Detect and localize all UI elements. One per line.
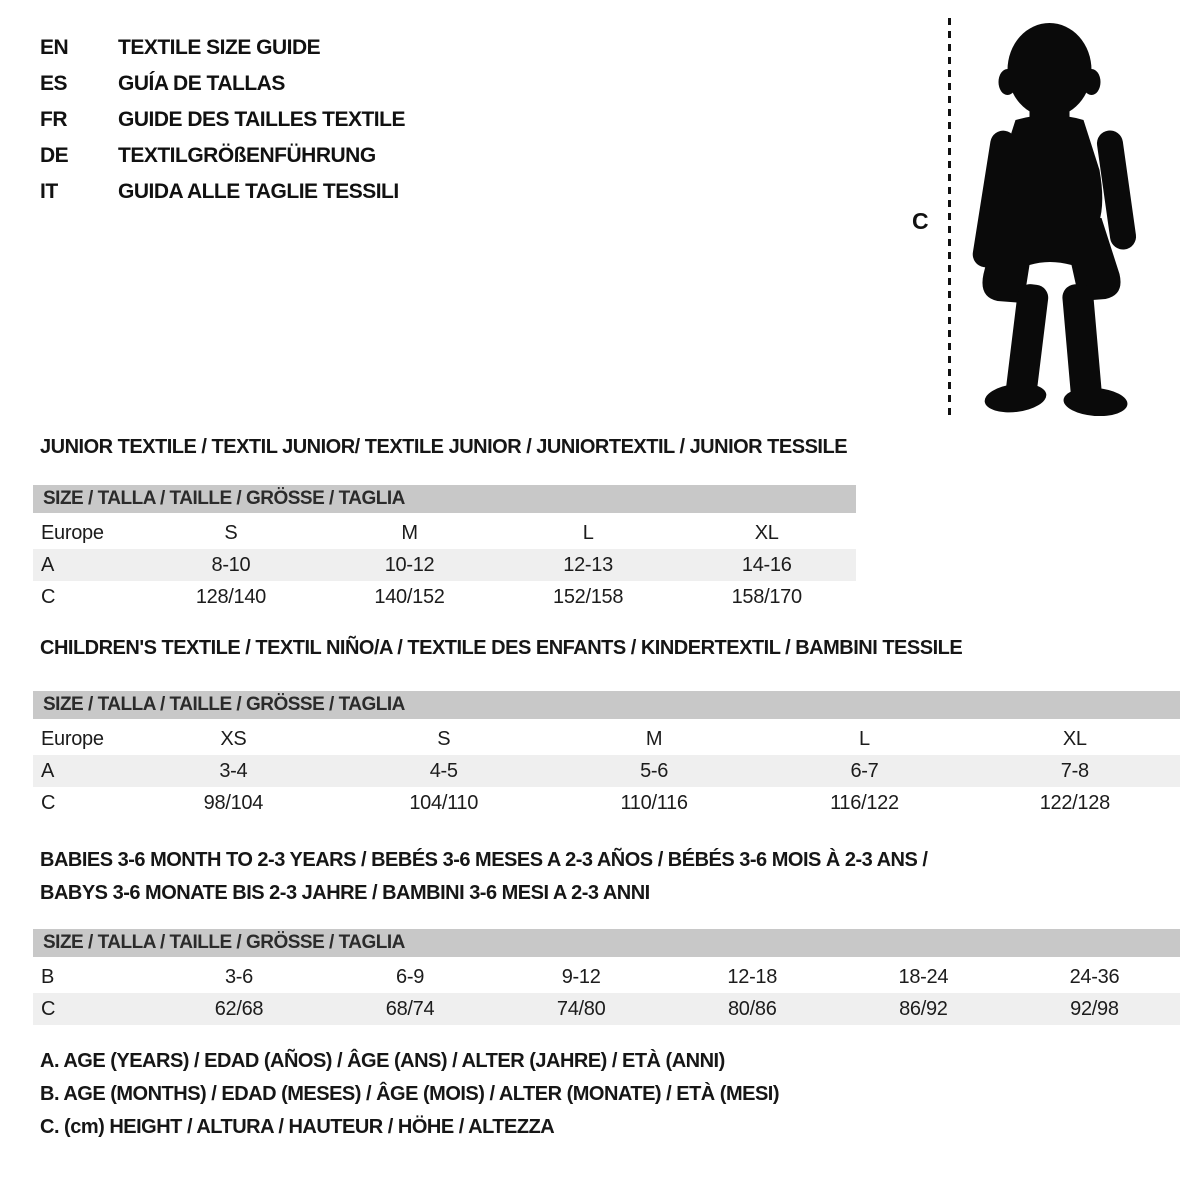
size-header-bar: SIZE / TALLA / TAILLE / GRÖSSE / TAGLIA bbox=[33, 485, 856, 513]
language-row-en bbox=[40, 30, 405, 66]
height-cell: 104/110 bbox=[409, 791, 479, 814]
table-row-europe bbox=[33, 517, 856, 549]
age-cell: 9-12 bbox=[561, 965, 601, 988]
babies-section-heading bbox=[40, 844, 1200, 910]
size-cell: XL bbox=[1062, 727, 1087, 750]
table-row-europe bbox=[33, 723, 1180, 755]
childrens-textile-section bbox=[0, 637, 1200, 819]
row-label: C bbox=[41, 585, 56, 608]
height-cell: 62/68 bbox=[214, 997, 264, 1020]
row-label: B bbox=[41, 965, 55, 988]
language-row-fr bbox=[40, 102, 405, 138]
height-cell: 122/128 bbox=[1039, 791, 1110, 814]
guide-title: GUIDA ALLE TAGLIE TESSILI bbox=[118, 180, 399, 203]
height-cell: 158/170 bbox=[731, 585, 802, 608]
junior-size-table bbox=[33, 485, 856, 613]
language-code: IT bbox=[40, 180, 58, 203]
age-cell: 3-6 bbox=[224, 965, 253, 988]
height-cell: 98/104 bbox=[203, 791, 264, 814]
row-label: A bbox=[41, 553, 55, 576]
dashed-height-line bbox=[948, 18, 951, 416]
legend-line-a: A. AGE (YEARS) / EDAD (AÑOS) / ÂGE (ANS) / ALTER (JAHRE) / ETÀ (ANNI) bbox=[40, 1050, 725, 1072]
height-cell: 116/122 bbox=[830, 791, 899, 814]
guide-title: GUÍA DE TALLAS bbox=[118, 72, 285, 95]
legend-line-c: C. (cm) HEIGHT / ALTURA / HAUTEUR / HÖHE / ALTEZZA bbox=[40, 1116, 555, 1138]
height-measure-figure bbox=[908, 18, 1148, 416]
size-cell: XL bbox=[754, 521, 779, 544]
size-cell: S bbox=[437, 727, 451, 750]
row-label: A bbox=[41, 759, 55, 782]
language-row-es bbox=[40, 66, 405, 102]
row-label: C bbox=[41, 791, 56, 814]
age-cell: 6-7 bbox=[850, 759, 879, 782]
junior-section-heading: JUNIOR TEXTILE / TEXTIL JUNIOR/ TEXTILE JUNIOR / JUNIORTEXTIL / JUNIOR TESSILE bbox=[40, 436, 848, 458]
table-row-age-months bbox=[33, 961, 1180, 993]
junior-textile-section bbox=[0, 436, 1200, 613]
age-cell: 5-6 bbox=[640, 759, 669, 782]
row-label: C bbox=[41, 997, 56, 1020]
size-cell: L bbox=[859, 727, 870, 750]
childrens-size-table bbox=[33, 691, 1180, 819]
size-header-bar: SIZE / TALLA / TAILLE / GRÖSSE / TAGLIA bbox=[33, 929, 1180, 957]
age-cell: 4-5 bbox=[429, 759, 458, 782]
language-code: FR bbox=[40, 108, 67, 131]
age-cell: 3-4 bbox=[219, 759, 248, 782]
row-label: Europe bbox=[41, 727, 104, 750]
size-header-bar: SIZE / TALLA / TAILLE / GRÖSSE / TAGLIA bbox=[33, 691, 1180, 719]
table-row-height-cm bbox=[33, 581, 856, 613]
age-cell: 18-24 bbox=[898, 965, 949, 988]
table-row-age-years bbox=[33, 549, 856, 581]
table-row-age-years bbox=[33, 755, 1180, 787]
language-code: DE bbox=[40, 144, 69, 167]
height-cell: 80/86 bbox=[727, 997, 777, 1020]
age-cell: 12-13 bbox=[563, 553, 613, 576]
measure-legend bbox=[40, 1045, 1200, 1144]
header-area bbox=[0, 0, 1200, 430]
size-cell: S bbox=[224, 521, 238, 544]
height-cell: 140/152 bbox=[374, 585, 445, 608]
size-cell: M bbox=[401, 521, 418, 544]
age-cell: 7-8 bbox=[1060, 759, 1089, 782]
babies-heading-line2: BABYS 3-6 MONATE BIS 2-3 JAHRE / BAMBINI 3-6 MESI A 2-3 ANNI bbox=[40, 882, 650, 904]
row-label: Europe bbox=[41, 521, 104, 544]
age-cell: 14-16 bbox=[741, 553, 792, 576]
language-code: EN bbox=[40, 36, 69, 59]
height-cell: 152/158 bbox=[553, 585, 624, 608]
height-cell: 74/80 bbox=[556, 997, 606, 1020]
language-title-list bbox=[40, 30, 405, 210]
age-cell: 24-36 bbox=[1069, 965, 1120, 988]
babies-textile-section bbox=[0, 844, 1200, 1025]
guide-title: GUIDE DES TAILLES TEXTILE bbox=[118, 108, 405, 131]
size-cell: XS bbox=[220, 727, 247, 750]
babies-size-table bbox=[33, 929, 1180, 1025]
height-cell: 92/98 bbox=[1070, 997, 1119, 1020]
guide-title: TEXTILGRÖßENFÜHRUNG bbox=[118, 144, 376, 167]
height-cell: 110/116 bbox=[620, 791, 688, 814]
childrens-section-heading: CHILDREN'S TEXTILE / TEXTIL NIÑO/A / TEXTILE DES ENFANTS / KINDERTEXTIL / BAMBINI TESSILE bbox=[40, 637, 963, 659]
height-cell: 68/74 bbox=[385, 997, 435, 1020]
age-cell: 10-12 bbox=[384, 553, 435, 576]
height-cell: 128/140 bbox=[195, 585, 267, 608]
size-cell: L bbox=[582, 521, 594, 544]
language-row-it bbox=[40, 174, 405, 210]
age-cell: 8-10 bbox=[211, 553, 251, 576]
language-code: ES bbox=[40, 72, 68, 95]
toddler-silhouette-icon bbox=[968, 18, 1143, 416]
height-cell: 86/92 bbox=[899, 997, 948, 1020]
age-cell: 12-18 bbox=[727, 965, 778, 988]
babies-heading-line1: BABIES 3-6 MONTH TO 2-3 YEARS / BEBÉS 3-6 MESES A 2-3 AÑOS / BÉBÉS 3-6 MOIS À 2-3 ANS / bbox=[40, 849, 928, 871]
guide-title: TEXTILE SIZE GUIDE bbox=[118, 36, 321, 59]
language-row-de bbox=[40, 138, 405, 174]
age-cell: 6-9 bbox=[396, 965, 425, 988]
measure-c-label: C bbox=[912, 208, 929, 234]
legend-line-b: B. AGE (MONTHS) / EDAD (MESES) / ÂGE (MOIS) / ALTER (MONATE) / ETÀ (MESI) bbox=[40, 1083, 780, 1105]
size-cell: M bbox=[645, 727, 663, 750]
table-row-height-cm bbox=[33, 993, 1180, 1025]
table-row-height-cm bbox=[33, 787, 1180, 819]
